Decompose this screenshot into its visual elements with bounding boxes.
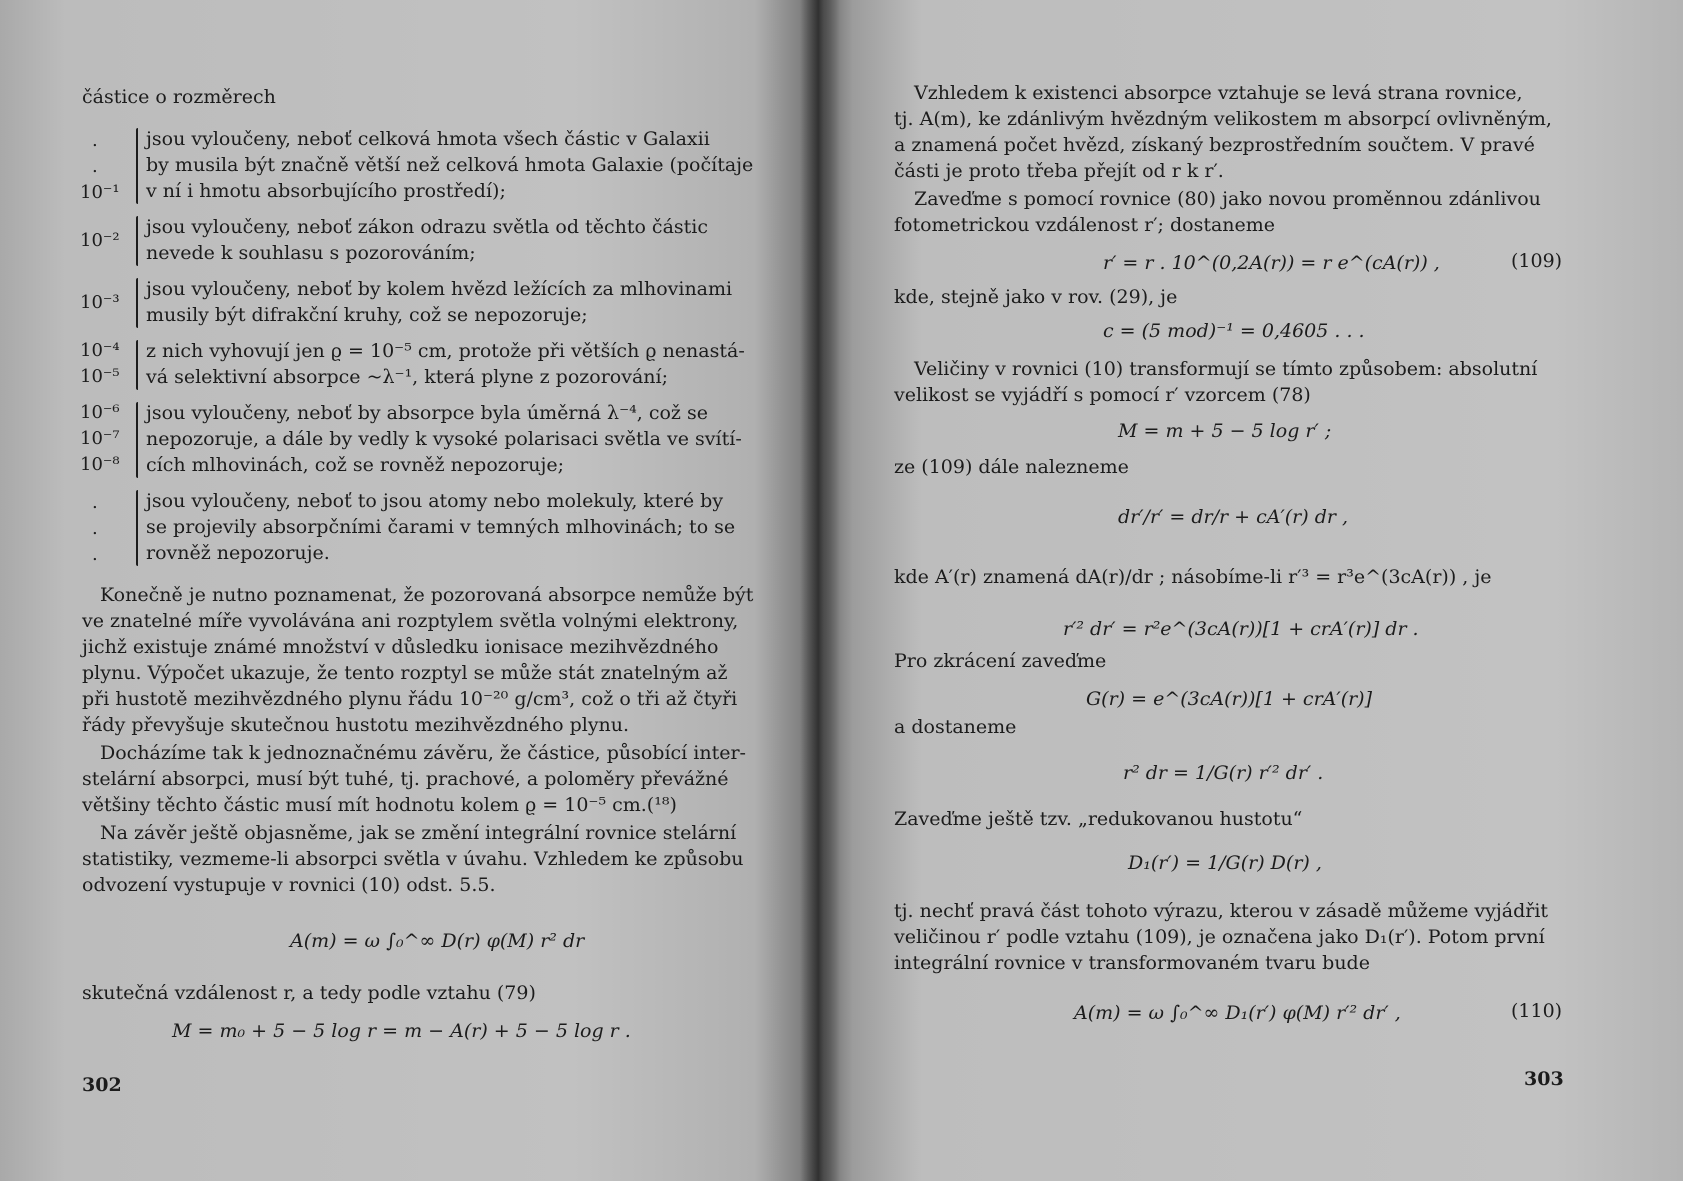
size-mark: . [92,130,98,151]
equation: A(m) = ω ∫₀^∞ D₁(r′) φ(M) r′² dr′ , [1074,1002,1401,1024]
size-mark: 10⁻⁷ [80,428,120,449]
text-line: Pro zkrácení zaveďme [894,650,1107,672]
equation: M = m + 5 − 5 log r′ ; [1118,420,1332,442]
text-line: Docházíme tak k jednoznačnému závěru, že částice, působící inter- [100,742,746,764]
page-number: 302 [82,1074,122,1096]
text-line: nepozoruje, a dále by vedly k vysoké polarisaci světla ve svítí- [146,428,742,450]
text-line: Na závěr ještě objasněme, jak se změní integrální rovnice stelární [100,822,737,844]
text-line: plynu. Výpočet ukazuje, že tento rozptyl se může stát znatelným až [82,662,728,684]
text-line: Zaveďme ještě tzv. „redukovanou hustotu“ [894,808,1303,830]
size-mark: . [92,492,98,513]
text-line: cích mlhovinách, což se rovněž nepozoruje; [146,454,565,476]
brace [136,490,138,566]
text-line: v ní i hmotu absorbujícího prostředí); [146,180,506,202]
text-line: jsou vyloučeny, neboť by kolem hvězd ležících za mlhovinami [146,278,733,300]
equation: r′ = r . 10^(0,2A(r)) = r e^(cA(r)) , [1103,252,1440,274]
text-line: částice o rozměrech [82,86,276,108]
page-number: 303 [1524,1068,1564,1090]
text-line: fotometrickou vzdálenost r′; dostaneme [894,214,1276,236]
text-line: by musila být značně větší než celková hmota Galaxie (počítaje [146,154,754,176]
size-mark: 10⁻⁸ [80,454,120,475]
equation: r′² dr′ = r²e^(3cA(r))[1 + crA′(r)] dr . [1063,618,1419,640]
size-mark: 10⁻⁶ [80,402,120,423]
text-line: kde, stejně jako v rov. (29), je [894,286,1178,308]
text-line: jsou vyloučeny, neboť celková hmota všech částic v Galaxii [146,128,710,150]
brace [136,216,138,266]
equation: r² dr = 1/G(r) r′² dr′ . [1123,762,1324,784]
text-line: ve znatelné míře vyvolávána ani rozptylem světla volnými elektrony, [82,610,739,632]
text-line: vá selektivní absorpce ~λ⁻¹, která plyne z pozorování; [146,366,668,388]
size-mark: 10⁻² [80,230,120,251]
text-line: jsou vyloučeny, neboť by absorpce byla úměrná λ⁻⁴, což se [146,402,708,424]
size-mark: 10⁻⁵ [80,366,120,387]
text-line: jsou vyloučeny, neboť to jsou atomy nebo molekuly, které by [146,490,724,512]
equation-number: (110) [1511,1000,1563,1022]
text-line: tj. A(m), ke zdánlivým hvězdným velikostem m absorpcí ovlivněným, [894,108,1552,130]
text-line: z nich vyhovují jen ϱ = 10⁻⁵ cm, protože při větších ϱ nenastá- [146,340,745,362]
brace [136,340,138,390]
size-mark: . [92,544,98,565]
text-line: Zaveďme s pomocí rovnice (80) jako novou proměnnou zdánlivou [914,188,1541,210]
size-mark: 10⁻⁴ [80,340,120,361]
text-line: a dostaneme [894,716,1017,738]
text-line: většiny těchto částic musí mít hodnotu kolem ϱ = 10⁻⁵ cm.(¹⁸) [82,794,677,816]
text-line: ze (109) dále nalezneme [894,456,1129,478]
text-line: a znamená počet hvězd, získaný bezprostředním součtem. V pravé [894,134,1535,156]
size-mark: 10⁻¹ [80,182,120,203]
text-line: integrální rovnice v transformovaném tvaru bude [894,952,1370,974]
text-line: statistiky, vezmeme-li absorpci světla v úvahu. Vzhledem ke způsobu [82,848,744,870]
text-line: veličinou r′ podle vztahu (109), je označena jako D₁(r′). Potom první [894,926,1545,948]
text-line: rovněž nepozoruje. [146,542,330,564]
text-line: musily být difrakční kruhy, což se nepozoruje; [146,304,588,326]
text-line: jichž existuje známé množství v důsledku ionisace mezihvězdného [82,636,719,658]
right-page [818,0,1683,1181]
text-line: nevede k souhlasu s pozorováním; [146,242,476,264]
brace [136,128,138,204]
size-mark: . [92,518,98,539]
text-line: řády převyšuje skutečnou hustotu mezihvězdného plynu. [82,714,630,736]
text-line: skutečná vzdálenost r, a tedy podle vztahu (79) [82,982,536,1004]
text-line: jsou vyloučeny, neboť zákon odrazu světla od těchto částic [146,216,709,238]
text-line: stelární absorpci, musí být tuhé, tj. prachové, a poloměry převážné [82,768,729,790]
left-page [0,0,820,1181]
text-line: velikost se vyjádří s pomocí r′ vzorcem (78) [894,384,1311,406]
text-line: odvození vystupuje v rovnici (10) odst. 5.5. [82,874,496,896]
book-gutter [800,0,840,1181]
equation: M = m₀ + 5 − 5 log r = m − A(r) + 5 − 5 log r . [172,1020,631,1042]
equation: D₁(r′) = 1/G(r) D(r) , [1128,852,1322,874]
brace [136,278,138,328]
equation: A(m) = ω ∫₀^∞ D(r) φ(M) r² dr [290,930,585,952]
text-line: Veličiny v rovnici (10) transformují se tímto způsobem: absolutní [914,358,1538,380]
size-mark: 10⁻³ [80,292,120,313]
equation: G(r) = e^(3cA(r))[1 + crA′(r)] [1086,688,1373,710]
text-line: se projevily absorpčními čarami v temných mlhovinách; to se [146,516,736,538]
equation-number: (109) [1511,250,1563,272]
text-line: Vzhledem k existenci absorpce vztahuje se levá strana rovnice, [914,82,1523,104]
text-line: části je proto třeba přejít od r k r′. [894,160,1224,182]
size-mark: . [92,156,98,177]
equation: c = (5 mod)⁻¹ = 0,4605 . . . [1103,320,1365,342]
text-line: tj. nechť pravá část tohoto výrazu, kterou v zásadě můžeme vyjádřit [894,900,1549,922]
text-line: při hustotě mezihvězdného plynu řádu 10⁻²⁰ g/cm³, což o tři až čtyři [82,688,738,710]
brace [136,402,138,478]
text-line: kde A′(r) znamená dA(r)/dr ; násobíme-li r′³ = r³e^(3cA(r)) , je [894,566,1492,588]
equation: dr′/r′ = dr/r + cA′(r) dr , [1118,506,1349,528]
text-line: Konečně je nutno poznamenat, že pozorovaná absorpce nemůže být [100,584,754,606]
